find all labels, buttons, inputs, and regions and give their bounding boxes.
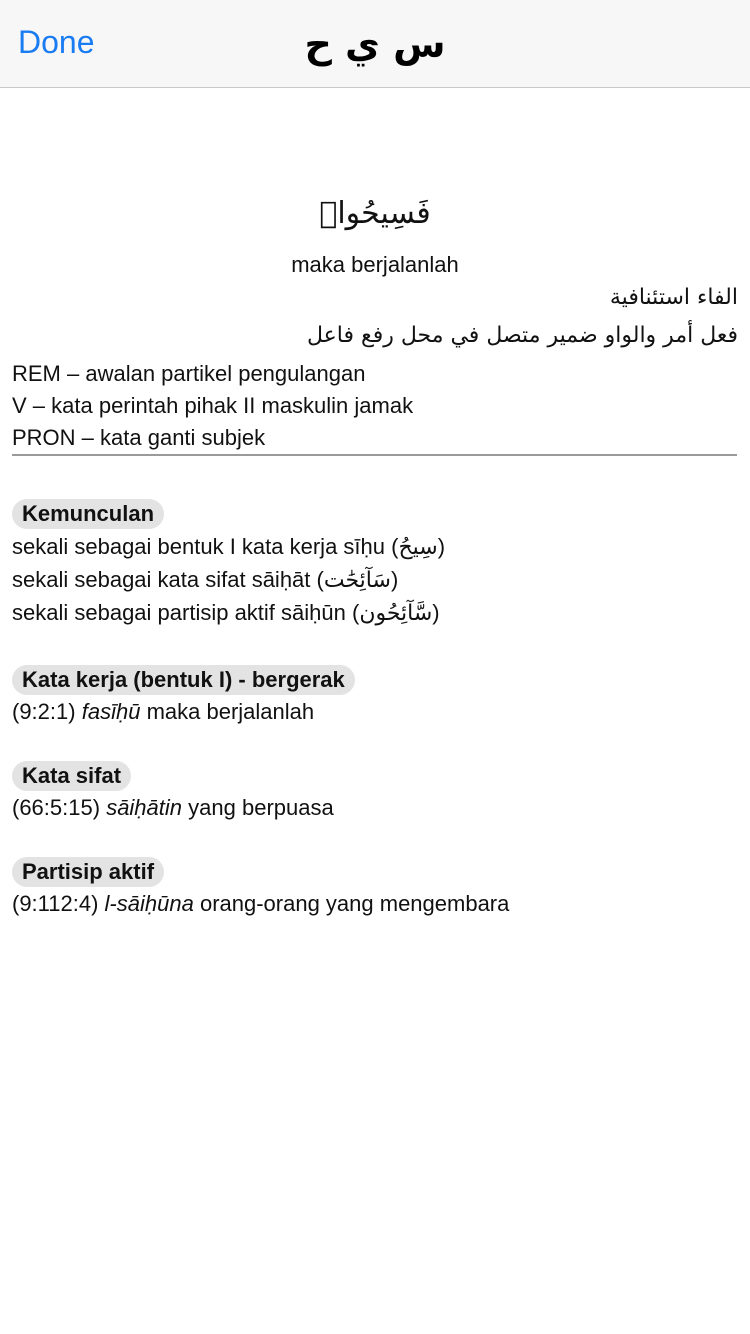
occurrence-item <box>12 564 398 597</box>
navigation-bar <box>0 0 750 88</box>
transliteration: fasīḥū <box>81 699 141 724</box>
verse-reference: (9:2:1) <box>12 699 76 724</box>
occurrence-item <box>12 597 440 630</box>
paren-close: ) <box>390 567 399 592</box>
adjective-entry[interactable] <box>12 792 334 824</box>
participle-entry[interactable] <box>12 888 509 920</box>
paren-open: ( <box>310 567 324 592</box>
paren-open: ( <box>345 600 360 625</box>
paren-close: ) <box>437 534 446 559</box>
grammar-arabic-line-2: فعل أمر والواو ضمير متصل في محل رفع فاعل <box>306 323 738 348</box>
occurrences-heading: Kemunculan <box>12 499 164 529</box>
transliteration: l-sāiḥūna <box>104 891 194 916</box>
word-translation: maka berjalanlah <box>291 252 459 277</box>
tag-pron: PRON – kata ganti subjek <box>12 425 266 450</box>
occurrence-text: sekali sebagai bentuk I kata kerja sīḥu <box>12 534 386 559</box>
paren-open: ( <box>385 534 399 559</box>
root-title: س ي ح <box>304 22 446 66</box>
verb-entry[interactable] <box>12 696 314 728</box>
occurrence-arabic: سَآئِحَٰت <box>323 568 391 593</box>
paren-close: ) <box>432 600 440 625</box>
meaning: orang-orang yang mengembara <box>199 891 510 916</box>
arabic-word: فَسِيحُوا۟ <box>319 196 431 231</box>
tag-v: V – kata perintah pihak II maskulin jamak <box>12 393 414 418</box>
occurrence-text: sekali sebagai kata sifat sāiḥāt <box>12 567 311 592</box>
verse-reference: (66:5:15) <box>12 795 101 820</box>
tag-rem: REM – awalan partikel pengulangan <box>12 361 366 386</box>
verse-reference: (9:112:4) <box>12 891 99 916</box>
meaning: yang berpuasa <box>188 795 334 820</box>
meaning: maka berjalanlah <box>146 699 315 724</box>
grammar-arabic-line-1: الفاء استئنافية <box>609 285 738 310</box>
adjective-section-heading: Kata sifat <box>12 761 131 791</box>
occurrence-text: sekali sebagai partisip aktif sāiḥūn <box>12 600 346 625</box>
occurrence-item <box>12 531 445 564</box>
transliteration: sāiḥātin <box>106 795 183 820</box>
participle-section-heading: Partisip aktif <box>12 857 164 887</box>
occurrence-arabic: سِيحُ <box>398 535 438 560</box>
verb-section-heading: Kata kerja (bentuk I) - bergerak <box>12 665 355 695</box>
divider <box>12 454 737 456</box>
occurrence-arabic: سَّآئِحُون <box>359 601 433 626</box>
done-button[interactable]: Done <box>18 24 95 60</box>
